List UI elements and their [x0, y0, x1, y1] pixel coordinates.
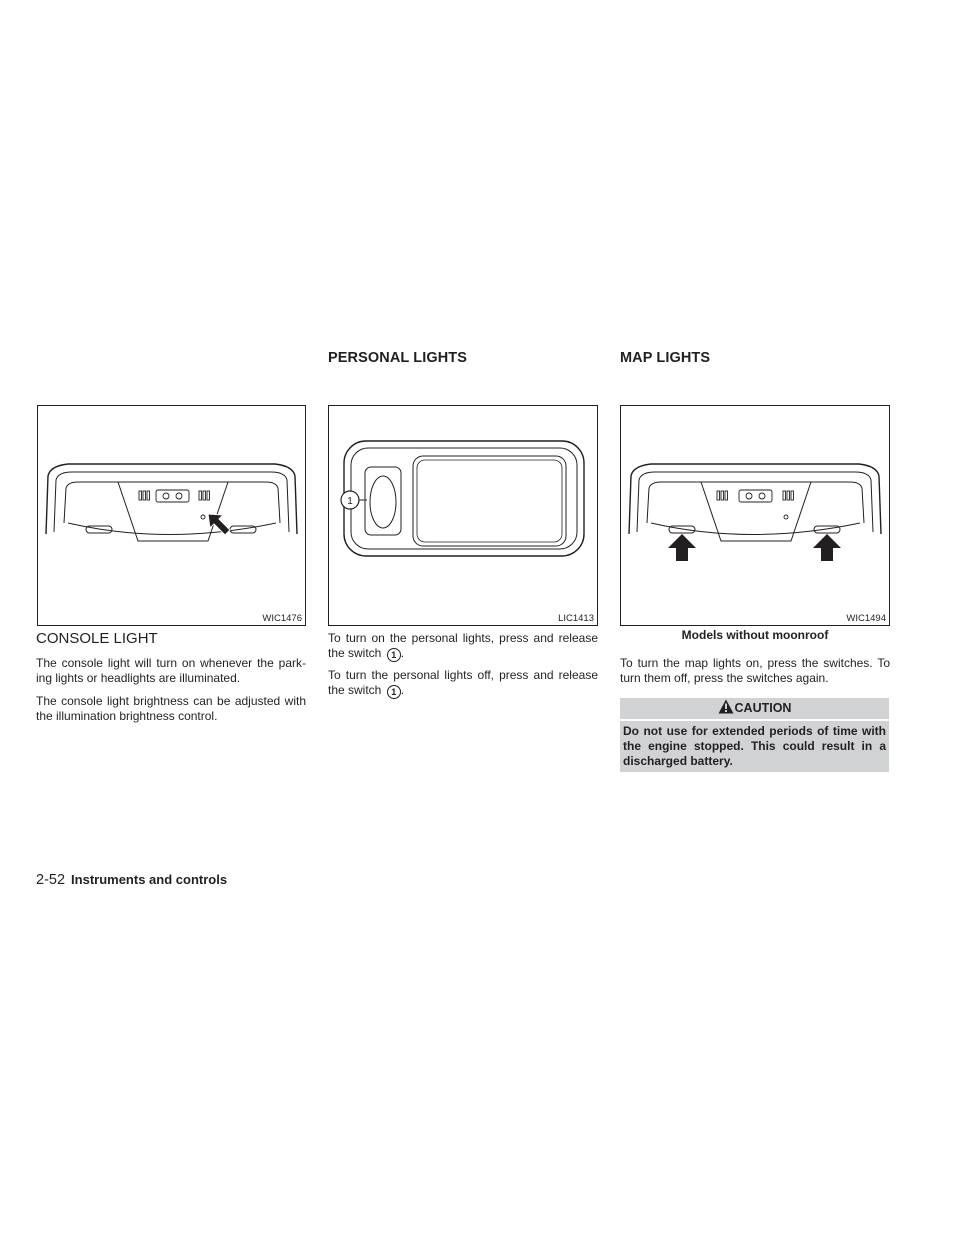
console-light-figure [37, 405, 306, 626]
callout-1-label: 1 [347, 496, 353, 507]
figure-code: LIC1413 [558, 613, 594, 624]
caution-body: Do not use for extended periods of time with the engine stopped. This could result in a discharged battery. [620, 721, 889, 772]
switch-1-ref: 1 [387, 685, 401, 699]
warning-triangle-icon [718, 699, 734, 714]
console-light-illustration [38, 406, 305, 625]
map-lights-paragraph: To turn the map lights on, press the switches. To turn them off, press the switches again. [620, 656, 890, 685]
map-lights-figure-caption: Models without moonroof [681, 628, 829, 642]
personal-lights-paragraph-1 [328, 631, 598, 662]
figure-code: WIC1494 [846, 613, 886, 624]
personal-lights-paragraph-1-text: To turn on the personal lights, press and release the switch [328, 631, 598, 660]
console-light-paragraph-2: The console light brightness can be adjusted with the illumination brightness control. [36, 694, 306, 723]
page-number: 2-52 [36, 872, 66, 888]
period: . [400, 646, 405, 660]
page-footer [36, 871, 227, 888]
figure-code: WIC1476 [262, 613, 302, 624]
switch-1-ref: 1 [387, 648, 401, 662]
map-lights-figure [620, 405, 890, 626]
personal-lights-illustration [329, 406, 597, 625]
personal-lights-heading: PERSONAL LIGHTS [328, 350, 467, 366]
console-light-paragraph-1: The console light will turn on whenever the park-ing lights or headlights are illuminated. [36, 656, 306, 685]
caution-title: CAUTION [734, 701, 792, 715]
personal-lights-figure [328, 405, 598, 626]
period: . [400, 683, 405, 697]
console-light-heading: CONSOLE LIGHT [36, 630, 158, 647]
map-lights-illustration [621, 406, 889, 625]
personal-lights-paragraph-2 [328, 668, 598, 699]
footer-section-label: Instruments and controls [71, 872, 228, 887]
caution-header [620, 698, 889, 719]
map-lights-heading: MAP LIGHTS [620, 350, 711, 366]
personal-lights-paragraph-2-text: To turn the personal lights off, press and release the switch [328, 668, 598, 697]
